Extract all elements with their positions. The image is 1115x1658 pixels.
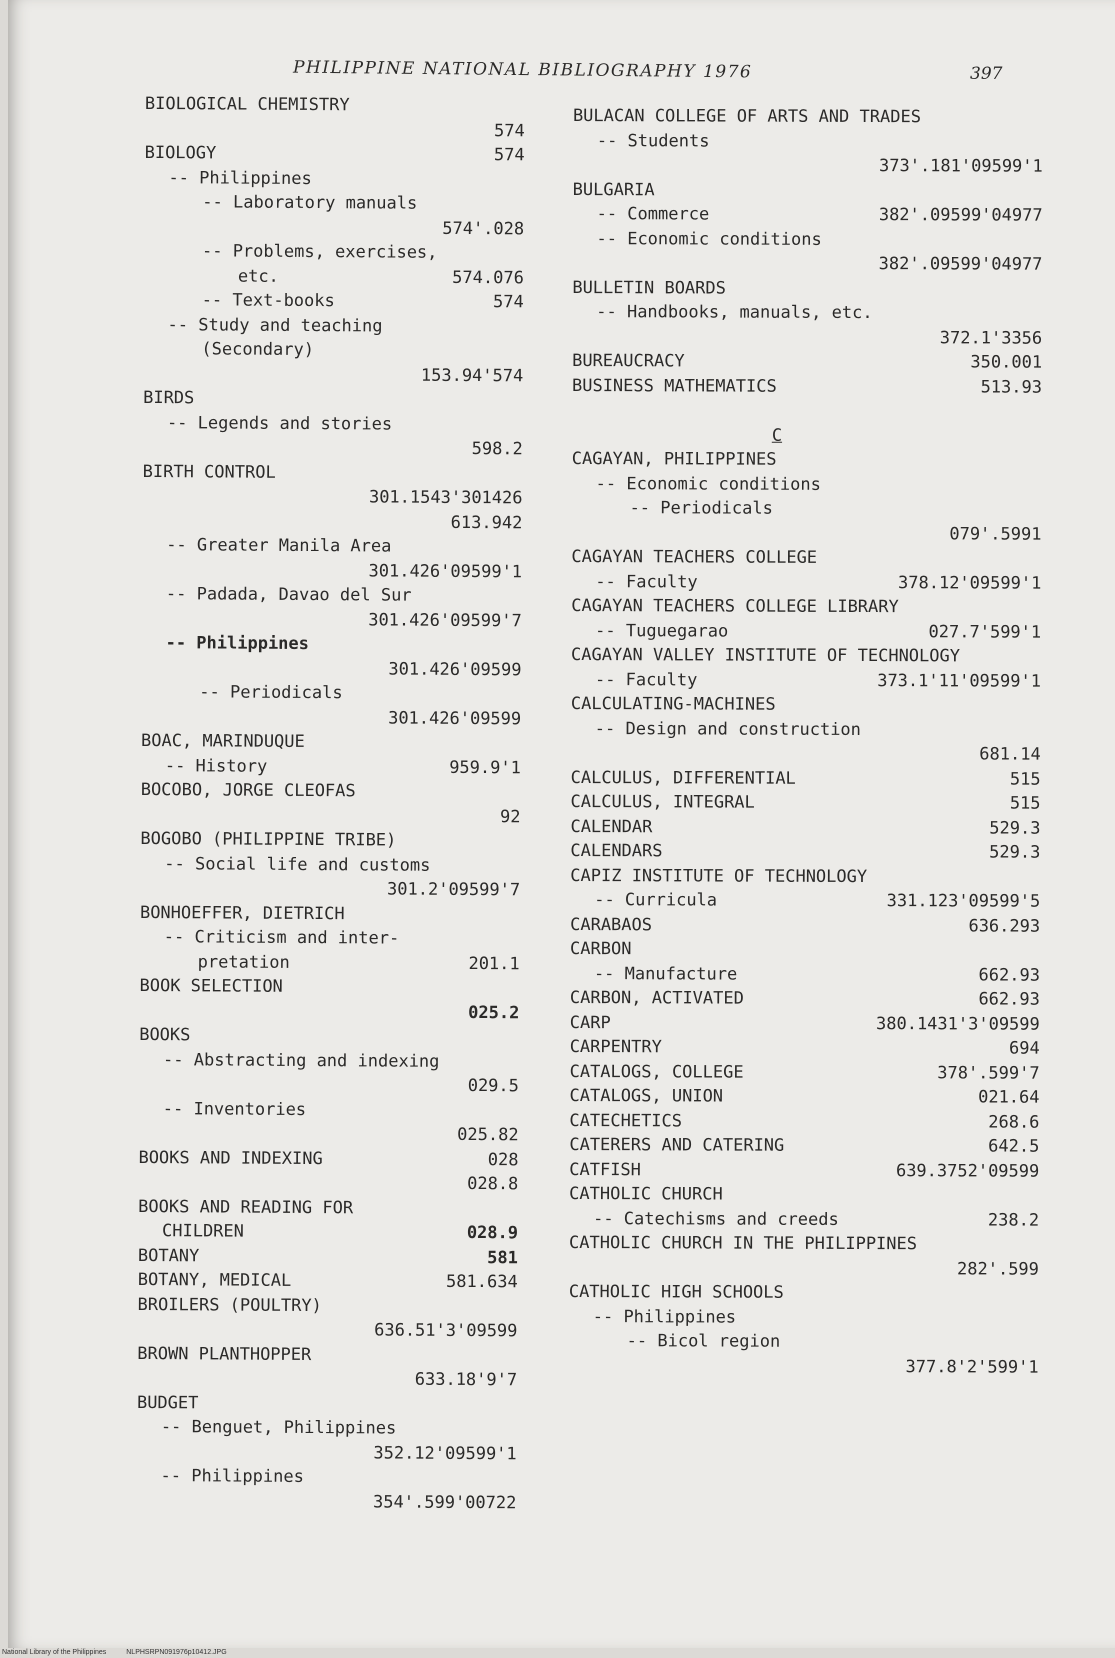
classification-number: 029.5 <box>467 1075 519 1097</box>
classification-number: 694 <box>1008 1038 1040 1059</box>
index-entry <box>571 618 1041 644</box>
index-entry <box>572 324 1042 350</box>
index-entry <box>138 1194 518 1221</box>
index-entry <box>137 1415 517 1442</box>
index-entry <box>136 1464 516 1491</box>
classification-number: 382'.09599'04977 <box>878 205 1043 226</box>
classification-number: 301.426'09599 <box>388 707 522 729</box>
entry-heading: CATERERS AND CATERING <box>569 1134 785 1156</box>
index-entry <box>570 961 1040 987</box>
index-entry <box>142 484 522 511</box>
entry-heading: -- Economic conditions <box>595 473 821 495</box>
index-entry <box>145 92 525 119</box>
index-entry <box>571 545 1041 571</box>
running-header: PHILIPPINE NATIONAL BIBLIOGRAPHY 1976 <box>292 57 753 83</box>
index-entry <box>571 569 1041 595</box>
document-page <box>8 0 1115 1648</box>
index-entry <box>143 386 523 413</box>
index-entry <box>570 839 1040 865</box>
index-entry <box>569 1084 1039 1110</box>
entry-heading: -- Abstracting and indexing <box>163 1049 440 1072</box>
index-entry <box>142 582 522 609</box>
entry-heading: -- Inventories <box>162 1098 307 1120</box>
index-entry <box>142 533 522 560</box>
index-entry <box>141 655 521 682</box>
classification-number: 636.293 <box>968 915 1041 937</box>
index-entry <box>573 153 1043 179</box>
classification-number: 598.2 <box>471 439 523 460</box>
index-entry <box>571 520 1041 546</box>
index-entry <box>144 263 524 290</box>
index-entry <box>573 104 1043 130</box>
scan-footer <box>2 1649 245 1656</box>
index-entry <box>572 275 1042 301</box>
index-entry <box>572 251 1042 277</box>
index-entry <box>138 1219 518 1246</box>
classification-number: 372.1'3356 <box>939 327 1043 349</box>
classification-number: 352.12'09599'1 <box>373 1442 517 1464</box>
index-entry <box>571 692 1041 718</box>
index-entry <box>143 459 523 486</box>
classification-number: 028 <box>487 1149 519 1170</box>
entry-heading: BOTANY <box>137 1245 200 1266</box>
index-entry <box>137 1341 517 1368</box>
index-entry <box>145 141 525 168</box>
classification-number: 021.64 <box>978 1087 1040 1108</box>
index-entry <box>571 716 1041 742</box>
index-entry <box>142 557 522 584</box>
classification-number: 529.3 <box>989 817 1041 839</box>
index-entry <box>570 986 1040 1012</box>
left-column <box>136 92 525 1515</box>
classification-number: 513.93 <box>980 376 1043 398</box>
index-entry <box>571 765 1041 791</box>
right-column <box>569 104 1043 1380</box>
index-entry <box>572 373 1042 399</box>
index-entry <box>139 1072 519 1099</box>
classification-number: 025.2 <box>468 1002 520 1023</box>
entry-heading: BOAC, MARINDUQUE <box>140 730 305 752</box>
index-entry <box>569 1329 1039 1355</box>
entry-heading: BONHOEFFER, DIETRICH <box>139 902 345 924</box>
classification-number: 079'.5991 <box>949 523 1042 545</box>
index-entry <box>138 1268 518 1295</box>
classification-number: 027.7'599'1 <box>928 621 1042 643</box>
entry-heading: CHILDREN <box>161 1221 244 1242</box>
entry-heading: BULGARIA <box>572 179 655 200</box>
classification-number: 025.82 <box>457 1124 519 1146</box>
entry-heading: -- Catechisms and creeds <box>593 1208 839 1230</box>
index-entry <box>139 998 519 1025</box>
index-entry <box>569 1304 1039 1330</box>
index-entry <box>570 1035 1040 1061</box>
entry-heading: -- Philippines <box>165 633 309 655</box>
classification-number: 633.18'9'7 <box>414 1369 518 1391</box>
classification-number: 301.1543'301426 <box>368 487 523 509</box>
entry-heading: BOOKS <box>139 1024 191 1046</box>
entry-heading: BUREAUCRACY <box>572 350 685 372</box>
entry-heading: -- History <box>164 755 268 777</box>
index-entry <box>571 667 1041 693</box>
entry-heading: -- Faculty <box>595 571 698 592</box>
index-entry <box>138 1243 518 1270</box>
classification-number: 574.076 <box>452 267 524 288</box>
entry-heading: -- Problems, exercises, <box>201 241 438 263</box>
index-entry <box>570 912 1040 938</box>
classification-number: 268.6 <box>988 1111 1040 1133</box>
classification-number: 378'.599'7 <box>937 1062 1040 1084</box>
entry-heading: CATHOLIC CHURCH <box>569 1183 723 1205</box>
entry-heading: BOGOBO (PHILIPPINE TRIBE) <box>140 828 397 851</box>
index-entry <box>138 1145 518 1172</box>
index-entry <box>144 214 524 241</box>
index-entry <box>140 900 520 927</box>
index-entry <box>573 202 1043 228</box>
entry-heading: BOCOBO, JORGE CLEOFAS <box>140 779 356 802</box>
entry-heading: -- Tuguegarao <box>595 620 729 642</box>
entry-heading: CAGAYAN, PHILIPPINES <box>571 448 777 470</box>
entry-heading: -- Philippines <box>160 1466 304 1487</box>
classification-number: 331.123'09599'5 <box>886 891 1041 912</box>
entry-heading: BOTANY, MEDICAL <box>137 1269 292 1291</box>
entry-heading: -- Greater Manila Area <box>166 535 392 557</box>
classification-number: 636.51'3'09599 <box>374 1320 518 1342</box>
entry-heading: CATALOGS, UNION <box>569 1085 724 1107</box>
classification-number: 153.94'574 <box>420 365 524 386</box>
page-number: 397 <box>970 64 1003 84</box>
index-entry <box>571 790 1041 816</box>
index-entry <box>140 876 520 903</box>
footer-library: National Library of the Philippines <box>2 1649 107 1656</box>
entry-heading: BULACAN COLLEGE OF ARTS AND TRADES <box>572 105 921 128</box>
classification-number: 92 <box>500 806 521 827</box>
classification-number: 282'.599 <box>957 1258 1039 1280</box>
index-entry <box>143 410 523 437</box>
index-entry <box>569 1206 1039 1232</box>
entry-heading: -- Students <box>596 130 710 151</box>
entry-heading: -- Philippines <box>592 1306 737 1328</box>
entry-heading: CARABAOS <box>570 914 653 935</box>
classification-number: 574'.028 <box>442 218 525 239</box>
index-entry <box>572 398 1042 424</box>
entry-heading: -- Curricula <box>594 890 718 911</box>
entry-heading: BIOLOGY <box>144 142 217 164</box>
entry-heading: -- Manufacture <box>593 963 738 985</box>
index-entry <box>569 1157 1039 1183</box>
index-entry <box>139 1047 519 1074</box>
index-entry <box>144 312 524 339</box>
index-entry <box>141 680 521 707</box>
entry-heading: BROILERS (POULTRY) <box>137 1294 322 1316</box>
entry-heading: BUSINESS MATHEMATICS <box>571 375 777 397</box>
entry-heading: -- Bicol region <box>626 1331 781 1352</box>
index-entry <box>569 1280 1039 1306</box>
index-entry <box>137 1390 517 1417</box>
entry-heading: BOOKS AND READING FOR <box>138 1196 354 1218</box>
index-entry <box>138 1292 518 1319</box>
index-entry <box>137 1366 517 1393</box>
index-entry <box>139 1096 519 1123</box>
index-entry <box>569 1231 1039 1257</box>
entry-heading: -- Social life and customs <box>164 853 431 876</box>
entry-heading: BIRTH CONTROL <box>142 461 276 483</box>
index-entry <box>136 1488 516 1515</box>
index-entry <box>569 1133 1039 1159</box>
index-entry <box>140 925 520 952</box>
entry-heading: -- Commerce <box>596 204 710 225</box>
index-entry <box>140 949 520 976</box>
entry-heading: CALCULUS, DIFFERENTIAL <box>570 767 796 789</box>
classification-number: 959.9'1 <box>449 757 521 778</box>
footer-file: NLPHSRPN091976p10412.JPG <box>126 1649 227 1656</box>
entry-heading: -- Padada, Davao del Sur <box>165 584 412 606</box>
classification-number: 301.426'09599 <box>388 658 522 680</box>
entry-heading: BULLETIN BOARDS <box>572 277 726 299</box>
index-entry <box>570 1010 1040 1036</box>
index-entry <box>571 594 1041 620</box>
entry-heading: CARPENTRY <box>569 1036 662 1058</box>
entry-heading: CATALOGS, COLLEGE <box>569 1061 744 1083</box>
entry-heading: CALENDARS <box>570 840 663 862</box>
index-entry <box>570 814 1040 840</box>
index-entry <box>573 128 1043 154</box>
entry-heading: CARBON, ACTIVATED <box>569 987 744 1009</box>
index-entry <box>572 447 1042 473</box>
index-entry <box>142 508 522 535</box>
index-entry <box>143 337 523 364</box>
entry-heading: CAGAYAN TEACHERS COLLEGE LIBRARY <box>571 595 899 618</box>
index-entry <box>141 753 521 780</box>
index-entry <box>141 704 521 731</box>
index-entry <box>139 1023 519 1050</box>
entry-heading: -- Laboratory manuals <box>202 192 418 214</box>
index-entry <box>142 606 522 633</box>
index-entry <box>141 729 521 756</box>
index-entry <box>142 631 522 658</box>
index-entry <box>571 741 1041 767</box>
classification-number: 382'.09599'04977 <box>878 254 1043 275</box>
entry-heading: CALCULUS, INTEGRAL <box>570 791 755 813</box>
entry-heading: -- Legends and stories <box>166 412 393 435</box>
classification-number: 377.8'2'599'1 <box>905 1356 1039 1378</box>
entry-heading: CARP <box>569 1012 611 1033</box>
entry-heading: CATHOLIC CHURCH IN THE PHILIPPINES <box>568 1232 918 1255</box>
entry-heading: CAGAYAN TEACHERS COLLEGE <box>571 546 818 568</box>
classification-number: 301.2'09599'7 <box>387 879 521 901</box>
entry-heading: -- Handbooks, manuals, etc. <box>596 302 873 324</box>
entry-heading: CATECHETICS <box>569 1110 683 1131</box>
classification-number: 639.3752'09599 <box>895 1160 1040 1182</box>
entry-heading: BIOLOGICAL CHEMISTRY <box>144 93 350 116</box>
entry-heading: CAPIZ INSTITUTE OF TECHNOLOGY <box>570 865 868 887</box>
index-entry <box>570 937 1040 963</box>
index-entry <box>572 496 1042 522</box>
classification-number: 574 <box>493 120 525 141</box>
classification-number: 028.9 <box>466 1222 519 1244</box>
index-entry <box>140 851 520 878</box>
entry-heading: CALCULATING-MACHINES <box>570 693 776 715</box>
entry-heading: -- Design and construction <box>594 718 861 740</box>
index-entry <box>144 239 524 266</box>
index-entry <box>137 1317 517 1344</box>
index-entry <box>570 863 1040 889</box>
index-entry <box>141 802 521 829</box>
entry-heading: CARBON <box>570 938 632 960</box>
entry-heading: -- Study and teaching <box>167 314 383 336</box>
classification-number: 515 <box>1009 769 1041 790</box>
entry-heading: CAGAYAN VALLEY INSTITUTE OF TECHNOLOGY <box>571 644 961 667</box>
section-letter: C <box>771 425 783 446</box>
entry-heading: pretation <box>197 951 290 973</box>
entry-heading: -- Economic conditions <box>596 228 822 250</box>
entry-heading: BIRDS <box>143 387 195 409</box>
index-entry <box>141 778 521 805</box>
index-entry <box>145 116 525 143</box>
classification-number: 515 <box>1009 793 1041 814</box>
index-entry <box>572 471 1042 497</box>
index-entry <box>140 827 520 854</box>
index-entry <box>139 1121 519 1148</box>
classification-number: 350.001 <box>970 352 1043 373</box>
index-entry <box>569 1353 1039 1379</box>
classification-number: 301.426'09599'7 <box>368 609 522 631</box>
entry-heading: BROWN PLANTHOPPER <box>137 1343 312 1365</box>
entry-heading: -- Benguet, Philippines <box>160 1417 397 1439</box>
entry-heading: -- Philippines <box>168 167 312 189</box>
entry-heading: CATFISH <box>569 1159 641 1180</box>
classification-number: 642.5 <box>988 1136 1040 1157</box>
classification-number: 028.8 <box>467 1173 519 1195</box>
entry-heading: etc. <box>237 266 279 287</box>
index-entry <box>143 361 523 388</box>
classification-number: 529.3 <box>989 842 1041 863</box>
classification-number: 574 <box>493 145 525 166</box>
classification-number: 613.942 <box>450 512 523 533</box>
entry-heading: -- Criticism and inter- <box>163 927 400 949</box>
classification-number: 201.1 <box>468 953 520 974</box>
index-entry <box>570 888 1040 914</box>
index-entry <box>573 177 1043 203</box>
entry-heading: -- Periodicals <box>629 498 773 519</box>
index-entry <box>569 1108 1039 1134</box>
entry-heading: CATHOLIC HIGH SCHOOLS <box>568 1281 784 1303</box>
classification-number: 238.2 <box>987 1209 1040 1231</box>
entry-heading: -- Faculty <box>594 669 698 690</box>
classification-number: 301.426'09599'1 <box>368 560 523 582</box>
index-entry <box>139 974 519 1001</box>
index-entry <box>137 1439 517 1466</box>
classification-number: 662.93 <box>978 989 1040 1010</box>
index-entry <box>144 190 524 217</box>
index-entry <box>572 300 1042 326</box>
index-entry <box>143 435 523 462</box>
entry-heading: BUDGET <box>136 1392 199 1413</box>
classification-number: 354'.599'00722 <box>373 1491 517 1513</box>
classification-number: 662.93 <box>978 964 1040 986</box>
classification-number: 373.1'11'09599'1 <box>877 670 1042 692</box>
classification-number: 378.12'09599'1 <box>897 572 1042 594</box>
classification-number: 373'.181'09599'1 <box>878 156 1043 177</box>
index-entry <box>569 1182 1039 1208</box>
entry-heading: BOOKS AND INDEXING <box>138 1147 323 1169</box>
index-entry <box>569 1255 1039 1281</box>
entry-heading: -- Periodicals <box>199 682 343 704</box>
index-entry <box>572 226 1042 252</box>
index-entry <box>144 288 524 315</box>
classification-number: 380.1431'3'09599 <box>875 1013 1040 1035</box>
entry-heading: BOOK SELECTION <box>139 975 283 997</box>
index-entry <box>572 422 1042 448</box>
index-entry <box>144 165 524 192</box>
index-entry <box>138 1170 518 1197</box>
entry-heading: (Secondary) <box>201 339 315 361</box>
index-entry <box>571 643 1041 669</box>
entry-heading: -- Text-books <box>201 290 335 312</box>
classification-number: 574 <box>492 292 524 313</box>
index-entry <box>572 349 1042 375</box>
classification-number: 581.634 <box>446 1271 518 1293</box>
index-entry <box>570 1059 1040 1085</box>
classification-number: 681.14 <box>979 744 1041 765</box>
entry-heading: CALENDAR <box>570 816 653 837</box>
classification-number: 581 <box>487 1247 518 1268</box>
